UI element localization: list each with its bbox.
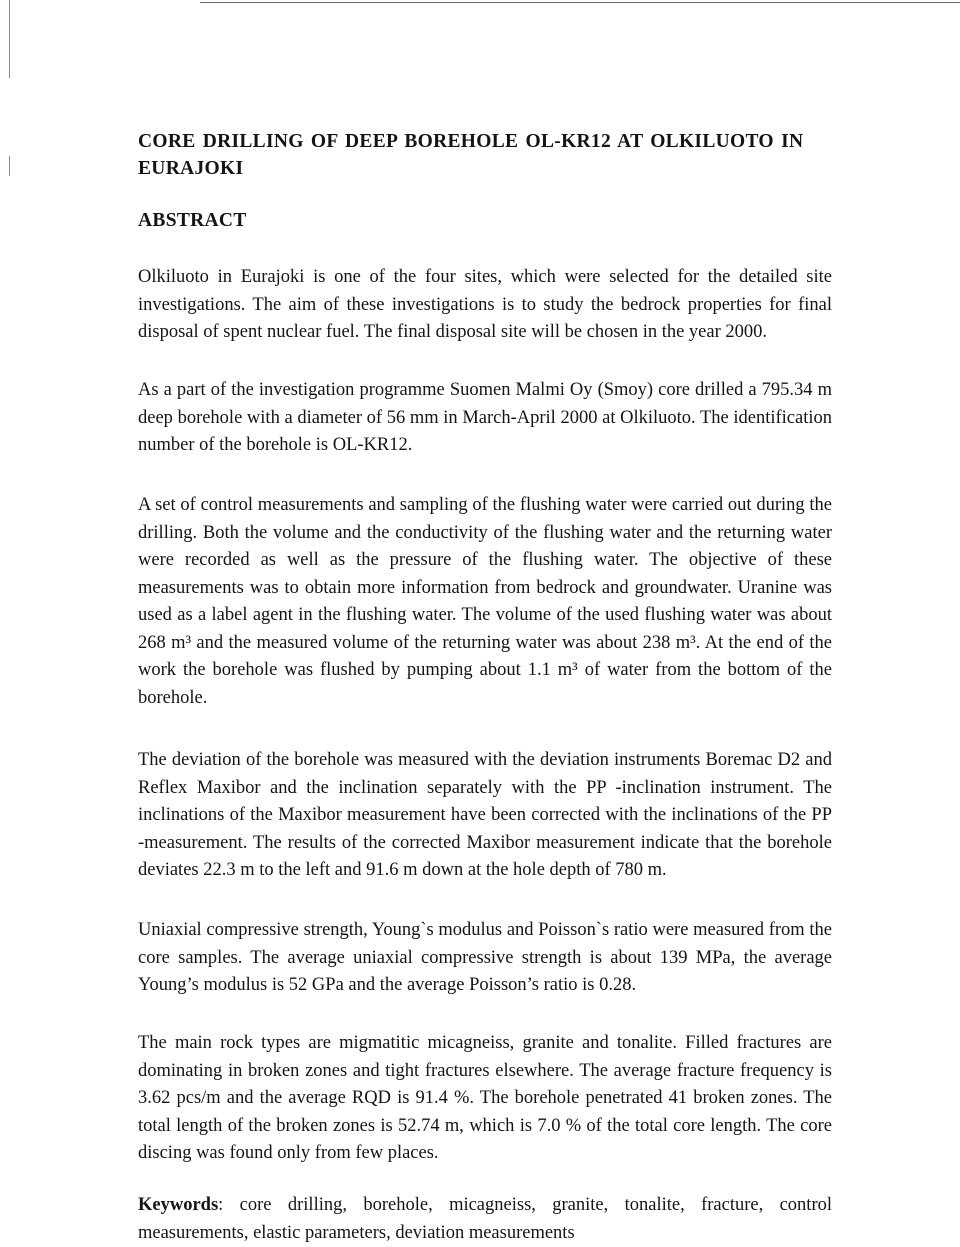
document-title: CORE DRILLING OF DEEP BOREHOLE OL-KR12 AT OLKILUOTO IN EURAJOKI xyxy=(138,131,804,179)
scan-edge-top xyxy=(200,2,960,3)
abstract-heading: ABSTRACT xyxy=(138,210,247,231)
scan-edge-left xyxy=(9,0,10,78)
abstract-paragraph-borehole: As a part of the investigation programme Suomen Malmi Oy (Smoy) core drilled a 795.34 m deep borehole with a diameter of 56 mm in March-April 2000 at Olkiluoto. The identification number of the borehole is OL-KR12. xyxy=(138,380,832,455)
keywords-label: Keywords xyxy=(138,1195,219,1215)
keywords-list: : core drilling, borehole, micagneiss, granite, tonalite, fracture, control measurements, elastic parameters, deviation measurements xyxy=(138,1195,832,1243)
abstract-paragraph-deviation: The deviation of the borehole was measured with the deviation instruments Boremac D2 and Reflex Maxibor and the inclination separately with the PP -inclination instrument. The inclinations of the Maxibor measurement have been corrected with the inclinations of the PP -measurement. The results of the corrected Maxibor measurement indicate that the borehole deviates 22.3 m to the left and 91.6 m down at the hole depth of 780 m. xyxy=(138,750,832,880)
abstract-paragraph-rock-mechanics: Uniaxial compressive strength, Young`s modulus and Poisson`s ratio were measured from the core samples. The average uniaxial compressive strength is about 139 MPa, the average Young’s modulus is 52 GPa and the average Poisson’s ratio is 0.28. xyxy=(138,920,832,995)
abstract-paragraph-sites: Olkiluoto in Eurajoki is one of the four sites, which were selected for the detailed site investigations. The aim of these investigations is to study the bedrock properties for final disposal of spent nuclear fuel. The final disposal site will be chosen in the year 2000. xyxy=(138,267,832,342)
abstract-paragraph-flushing: A set of control measurements and sampling of the flushing water were carried out during the drilling. Both the volume and the conductivity of the flushing water and the returning water were recorded as well as the pressure of the flushing water. The objective of these measurements was to obtain more information from bedrock and groundwater. Uranine was used as a label agent in the flushing water. The volume of the used flushing water was about 268 m³ and the measured volume of the returning water was about 238 m³. At the end of the work the borehole was flushed by pumping about 1.1 m³ of water from the bottom of the borehole. xyxy=(138,495,832,708)
abstract-paragraph-rock-types: The main rock types are migmatitic micagneiss, granite and tonalite. Filled fractures are dominating in broken zones and tight fractures elsewhere. The average fracture frequency is 3.62 pcs/m and the average RQD is 91.4 %. The borehole penetrated 41 broken zones. The total length of the broken zones is 52.74 m, which is 7.0 % of the total core length. The core discing was found only from few places. xyxy=(138,1033,832,1163)
scan-edge-mark xyxy=(9,156,10,176)
keywords-paragraph xyxy=(138,1192,832,1247)
